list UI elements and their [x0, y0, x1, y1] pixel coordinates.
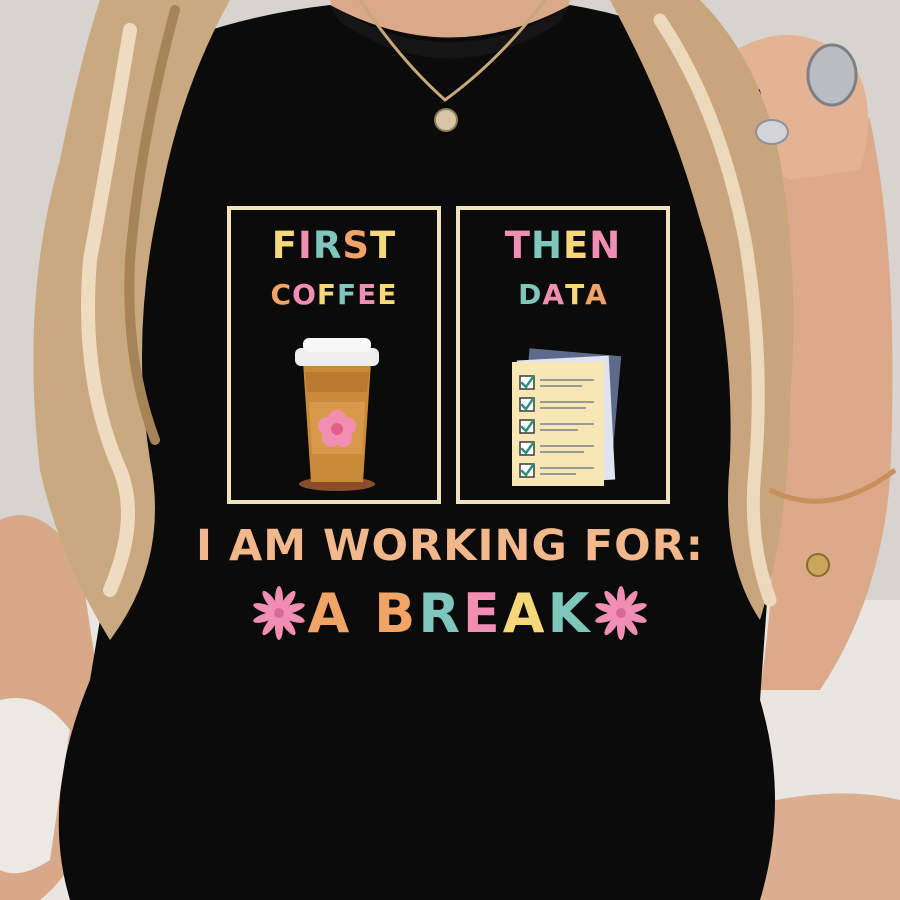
- first-title: FIRST: [271, 224, 397, 267]
- coffee-subtitle: COFFEE: [270, 278, 398, 311]
- necklace-pendant: [435, 109, 457, 131]
- ring-small: [756, 120, 788, 144]
- slogan-line-2: A BREAK: [307, 582, 593, 645]
- panel-first-coffee: [227, 206, 441, 504]
- then-title: THEN: [504, 224, 622, 267]
- slogan-line-1: I AM WORKING FOR:: [196, 521, 704, 571]
- data-subtitle: DATA: [518, 278, 608, 311]
- checklist-icon: [506, 346, 626, 496]
- panel-then-data: [456, 206, 670, 504]
- ring-large: [808, 45, 856, 105]
- coffee-cup-icon: [289, 332, 385, 492]
- daisy-flower-icon: [591, 583, 651, 643]
